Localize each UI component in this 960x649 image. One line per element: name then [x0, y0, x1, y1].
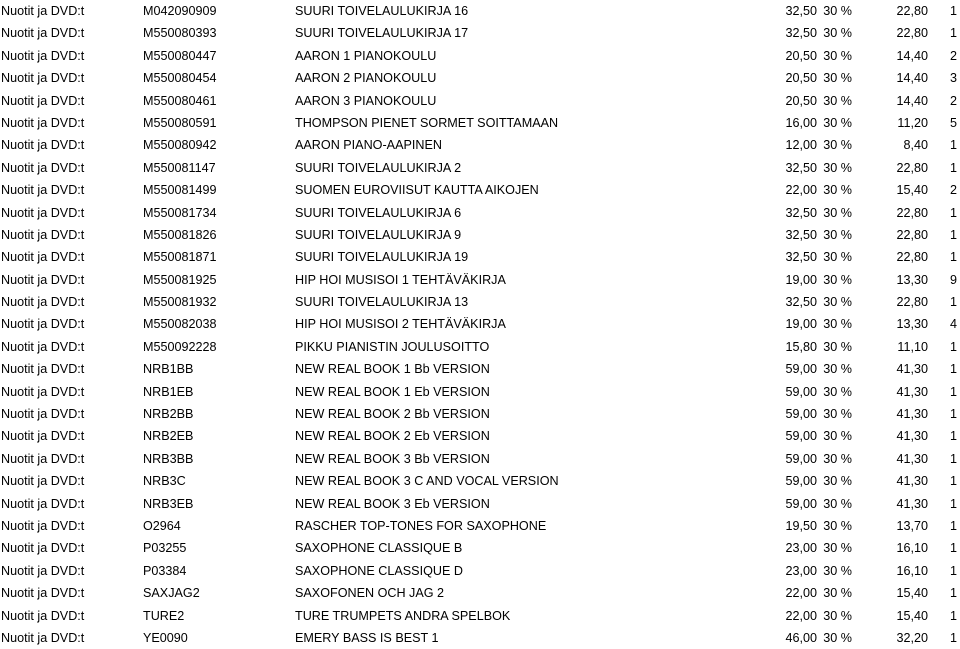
quantity-cell: 5 [949, 115, 957, 130]
net-price-cell: 22,80 [896, 4, 928, 18]
discount-cell: 30 % [823, 295, 852, 310]
net-price-cell: 22,80 [896, 205, 928, 220]
discount-cell: 30 % [823, 407, 852, 422]
discount-cell: 30 % [823, 496, 852, 511]
list-row [0, 224, 960, 246]
price-cell: 59,00 [785, 384, 817, 399]
net-price-cell: 22,80 [896, 160, 928, 175]
product-code-cell: M550081826 [143, 227, 217, 242]
price-cell: 22,00 [785, 608, 817, 623]
quantity-cell: 2 [949, 183, 957, 198]
net-price-cell: 32,20 [896, 630, 928, 645]
product-name-cell: AARON PIANO-AAPINEN [295, 138, 442, 153]
list-row [0, 90, 960, 112]
product-name-cell: SAXOFONEN OCH JAG 2 [295, 586, 445, 601]
quantity-cell: 1 [949, 227, 957, 242]
product-code-cell: NRB3BB [143, 451, 194, 466]
product-code-cell: P03255 [143, 541, 187, 556]
quantity-cell: 1 [949, 295, 957, 310]
category-cell: Nuotit ja DVD:t [1, 630, 85, 645]
net-price-cell: 14,40 [896, 93, 928, 108]
price-cell: 19,00 [785, 272, 817, 287]
list-row [0, 134, 960, 156]
category-cell: Nuotit ja DVD:t [1, 160, 85, 175]
net-price-cell: 22,80 [896, 227, 928, 242]
price-cell: 32,50 [785, 227, 817, 242]
quantity-cell: 1 [949, 339, 957, 354]
price-cell: 59,00 [785, 451, 817, 466]
category-cell: Nuotit ja DVD:t [1, 227, 85, 242]
category-cell: Nuotit ja DVD:t [1, 183, 85, 198]
product-name-cell: NEW REAL BOOK 3 C AND VOCAL VERSION [295, 474, 559, 489]
discount-cell: 30 % [823, 362, 852, 377]
quantity-cell: 1 [949, 496, 957, 511]
product-name-cell: NEW REAL BOOK 1 Bb VERSION [295, 362, 490, 377]
list-row [0, 112, 960, 134]
product-name-cell: HIP HOI MUSISOI 2 TEHTÄVÄKIRJA [295, 317, 506, 332]
price-cell: 22,00 [785, 183, 817, 198]
price-cell: 20,50 [785, 48, 817, 63]
discount-cell: 30 % [823, 227, 852, 242]
net-price-cell: 16,10 [896, 563, 928, 578]
list-row [0, 157, 960, 179]
quantity-cell: 1 [949, 160, 957, 175]
quantity-cell: 1 [949, 4, 957, 18]
discount-cell: 30 % [823, 160, 852, 175]
category-cell: Nuotit ja DVD:t [1, 339, 85, 354]
category-cell: Nuotit ja DVD:t [1, 474, 85, 489]
quantity-cell: 1 [949, 474, 957, 489]
price-cell: 32,50 [785, 250, 817, 265]
list-row [0, 381, 960, 403]
product-code-cell: TURE2 [143, 608, 185, 623]
discount-cell: 30 % [823, 451, 852, 466]
product-code-cell: M550081871 [143, 250, 217, 265]
product-code-cell: M550092228 [143, 339, 217, 354]
product-code-cell: M550080393 [143, 26, 217, 41]
category-cell: Nuotit ja DVD:t [1, 384, 85, 399]
net-price-cell: 8,40 [903, 138, 928, 153]
category-cell: Nuotit ja DVD:t [1, 272, 85, 287]
quantity-cell: 1 [949, 608, 957, 623]
price-cell: 20,50 [785, 93, 817, 108]
product-name-cell: NEW REAL BOOK 1 Eb VERSION [295, 384, 490, 399]
product-code-cell: YE0090 [143, 630, 188, 645]
list-row [0, 202, 960, 224]
list-row [0, 358, 960, 380]
category-cell: Nuotit ja DVD:t [1, 586, 85, 601]
list-row [0, 67, 960, 89]
category-cell: Nuotit ja DVD:t [1, 362, 85, 377]
product-code-cell: NRB2BB [143, 407, 194, 422]
net-price-cell: 41,30 [896, 429, 928, 444]
net-price-cell: 41,30 [896, 384, 928, 399]
price-cell: 59,00 [785, 474, 817, 489]
product-name-cell: AARON 1 PIANOKOULU [295, 48, 437, 63]
net-price-cell: 14,40 [896, 71, 928, 86]
product-code-cell: NRB2EB [143, 429, 194, 444]
net-price-cell: 41,30 [896, 407, 928, 422]
discount-cell: 30 % [823, 608, 852, 623]
list-row [0, 582, 960, 604]
discount-cell: 30 % [823, 250, 852, 265]
product-code-cell: P03384 [143, 563, 187, 578]
quantity-cell: 9 [949, 272, 957, 287]
net-price-cell: 41,30 [896, 362, 928, 377]
product-code-cell: NRB1BB [143, 362, 194, 377]
discount-cell: 30 % [823, 115, 852, 130]
category-cell: Nuotit ja DVD:t [1, 317, 85, 332]
list-row [0, 291, 960, 313]
net-price-cell: 22,80 [896, 250, 928, 265]
list-row [0, 627, 960, 649]
list-row [0, 403, 960, 425]
category-cell: Nuotit ja DVD:t [1, 71, 85, 86]
product-code-cell: M550081499 [143, 183, 217, 198]
product-name-cell: SUURI TOIVELAULUKIRJA 19 [295, 250, 469, 265]
quantity-cell: 1 [949, 563, 957, 578]
product-name-cell: NEW REAL BOOK 2 Eb VERSION [295, 429, 490, 444]
quantity-cell: 1 [949, 362, 957, 377]
list-row [0, 493, 960, 515]
list-row [0, 605, 960, 627]
net-price-cell: 13,70 [896, 518, 928, 533]
net-price-cell: 15,40 [896, 608, 928, 623]
product-name-cell: NEW REAL BOOK 3 Eb VERSION [295, 496, 490, 511]
quantity-cell: 1 [949, 429, 957, 444]
list-row [0, 425, 960, 447]
discount-cell: 30 % [823, 205, 852, 220]
discount-cell: 30 % [823, 317, 852, 332]
net-price-cell: 15,40 [896, 586, 928, 601]
price-cell: 15,80 [785, 339, 817, 354]
product-name-cell: SUURI TOIVELAULUKIRJA 2 [295, 160, 462, 175]
product-code-cell: NRB3EB [143, 496, 194, 511]
net-price-cell: 11,20 [897, 115, 928, 130]
quantity-cell: 2 [949, 93, 957, 108]
price-cell: 32,50 [785, 26, 817, 41]
net-price-cell: 13,30 [896, 317, 928, 332]
product-code-cell: M550081734 [143, 205, 217, 220]
product-name-cell: RASCHER TOP-TONES FOR SAXOPHONE [295, 518, 547, 533]
list-row [0, 45, 960, 67]
list-row [0, 269, 960, 291]
list-row [0, 560, 960, 582]
category-cell: Nuotit ja DVD:t [1, 26, 85, 41]
price-cell: 59,00 [785, 407, 817, 422]
discount-cell: 30 % [823, 586, 852, 601]
quantity-cell: 4 [949, 317, 957, 332]
product-code-cell: M550081932 [143, 295, 217, 310]
product-name-cell: AARON 2 PIANOKOULU [295, 71, 437, 86]
category-cell: Nuotit ja DVD:t [1, 205, 85, 220]
discount-cell: 30 % [823, 339, 852, 354]
quantity-cell: 1 [949, 26, 957, 41]
discount-cell: 30 % [823, 93, 852, 108]
price-cell: 22,00 [785, 586, 817, 601]
quantity-cell: 1 [949, 407, 957, 422]
net-price-cell: 41,30 [896, 496, 928, 511]
product-name-cell: NEW REAL BOOK 2 Bb VERSION [295, 407, 490, 422]
net-price-cell: 22,80 [896, 295, 928, 310]
product-name-cell: SAXOPHONE CLASSIQUE D [295, 563, 463, 578]
product-code-cell: M550080591 [143, 115, 217, 130]
product-code-cell: M550080454 [143, 71, 217, 86]
price-cell: 59,00 [785, 496, 817, 511]
product-code-cell: NRB1EB [143, 384, 194, 399]
list-row [0, 515, 960, 537]
product-name-cell: NEW REAL BOOK 3 Bb VERSION [295, 451, 490, 466]
discount-cell: 30 % [823, 272, 852, 287]
list-row [0, 22, 960, 44]
list-row [0, 179, 960, 201]
price-cell: 23,00 [785, 541, 817, 556]
net-price-cell: 41,30 [896, 474, 928, 489]
discount-cell: 30 % [823, 183, 852, 198]
net-price-cell: 41,30 [896, 451, 928, 466]
quantity-cell: 2 [949, 48, 957, 63]
list-row [0, 313, 960, 335]
product-name-cell: THOMPSON PIENET SORMET SOITTAMAAN [295, 115, 559, 130]
product-code-cell: M550082038 [143, 317, 217, 332]
product-code-cell: SAXJAG2 [143, 586, 200, 601]
product-code-cell: M550081147 [143, 160, 216, 175]
category-cell: Nuotit ja DVD:t [1, 407, 85, 422]
category-cell: Nuotit ja DVD:t [1, 496, 85, 511]
net-price-cell: 16,10 [896, 541, 928, 556]
product-name-cell: SUURI TOIVELAULUKIRJA 17 [295, 26, 469, 41]
quantity-cell: 1 [949, 384, 957, 399]
price-cell: 23,00 [785, 563, 817, 578]
category-cell: Nuotit ja DVD:t [1, 4, 85, 18]
quantity-cell: 1 [949, 586, 957, 601]
product-code-cell: M550080942 [143, 138, 217, 153]
product-name-cell: TURE TRUMPETS ANDRA SPELBOK [295, 608, 511, 623]
price-cell: 19,50 [785, 518, 817, 533]
category-cell: Nuotit ja DVD:t [1, 115, 85, 130]
category-cell: Nuotit ja DVD:t [1, 451, 85, 466]
discount-cell: 30 % [823, 474, 852, 489]
price-cell: 16,00 [785, 115, 817, 130]
list-row [0, 537, 960, 559]
product-name-cell: SAXOPHONE CLASSIQUE B [295, 541, 463, 556]
quantity-cell: 1 [949, 541, 957, 556]
quantity-cell: 1 [949, 518, 957, 533]
product-code-cell: M042090909 [143, 4, 217, 18]
discount-cell: 30 % [823, 48, 852, 63]
product-name-cell: SUURI TOIVELAULUKIRJA 6 [295, 205, 462, 220]
price-cell: 32,50 [785, 295, 817, 310]
discount-cell: 30 % [823, 563, 852, 578]
price-cell: 19,00 [785, 317, 817, 332]
category-cell: Nuotit ja DVD:t [1, 295, 85, 310]
discount-cell: 30 % [823, 138, 852, 153]
category-cell: Nuotit ja DVD:t [1, 250, 85, 265]
price-cell: 32,50 [785, 160, 817, 175]
discount-cell: 30 % [823, 4, 852, 18]
category-cell: Nuotit ja DVD:t [1, 429, 85, 444]
product-code-cell: M550080447 [143, 48, 217, 63]
product-name-cell: SUOMEN EUROVIISUT KAUTTA AIKOJEN [295, 183, 539, 198]
discount-cell: 30 % [823, 429, 852, 444]
price-cell: 59,00 [785, 362, 817, 377]
net-price-cell: 13,30 [896, 272, 928, 287]
price-cell: 12,00 [785, 138, 817, 153]
quantity-cell: 1 [949, 451, 957, 466]
net-price-cell: 11,10 [897, 339, 928, 354]
product-name-cell: SUURI TOIVELAULUKIRJA 16 [295, 4, 469, 18]
product-name-cell: SUURI TOIVELAULUKIRJA 13 [295, 295, 469, 310]
quantity-cell: 1 [949, 630, 957, 645]
category-cell: Nuotit ja DVD:t [1, 93, 85, 108]
product-name-cell: HIP HOI MUSISOI 1 TEHTÄVÄKIRJA [295, 272, 506, 287]
price-cell: 46,00 [785, 630, 817, 645]
product-name-cell: AARON 3 PIANOKOULU [295, 93, 437, 108]
product-name-cell: PIKKU PIANISTIN JOULUSOITTO [295, 339, 490, 354]
product-code-cell: M550080461 [143, 93, 217, 108]
list-row [0, 448, 960, 470]
category-cell: Nuotit ja DVD:t [1, 541, 85, 556]
category-cell: Nuotit ja DVD:t [1, 608, 85, 623]
price-cell: 59,00 [785, 429, 817, 444]
category-cell: Nuotit ja DVD:t [1, 138, 85, 153]
product-name-cell: EMERY BASS IS BEST 1 [295, 630, 439, 645]
discount-cell: 30 % [823, 26, 852, 41]
quantity-cell: 1 [949, 250, 957, 265]
product-name-cell: SUURI TOIVELAULUKIRJA 9 [295, 227, 462, 242]
price-cell: 32,50 [785, 205, 817, 220]
product-code-cell: M550081925 [143, 272, 217, 287]
product-code-cell: NRB3C [143, 474, 186, 489]
discount-cell: 30 % [823, 518, 852, 533]
category-cell: Nuotit ja DVD:t [1, 48, 85, 63]
discount-cell: 30 % [823, 384, 852, 399]
list-row [0, 336, 960, 358]
discount-cell: 30 % [823, 71, 852, 86]
price-cell: 20,50 [785, 71, 817, 86]
list-row [0, 246, 960, 268]
quantity-cell: 3 [949, 71, 957, 86]
product-code-cell: O2964 [143, 518, 181, 533]
net-price-cell: 22,80 [896, 26, 928, 41]
price-cell: 32,50 [785, 4, 817, 18]
discount-cell: 30 % [823, 541, 852, 556]
category-cell: Nuotit ja DVD:t [1, 563, 85, 578]
quantity-cell: 1 [949, 205, 957, 220]
list-row [0, 0, 960, 22]
net-price-cell: 14,40 [896, 48, 928, 63]
quantity-cell: 1 [949, 138, 957, 153]
category-cell: Nuotit ja DVD:t [1, 518, 85, 533]
list-row [0, 470, 960, 492]
net-price-cell: 15,40 [896, 183, 928, 198]
discount-cell: 30 % [823, 630, 852, 645]
